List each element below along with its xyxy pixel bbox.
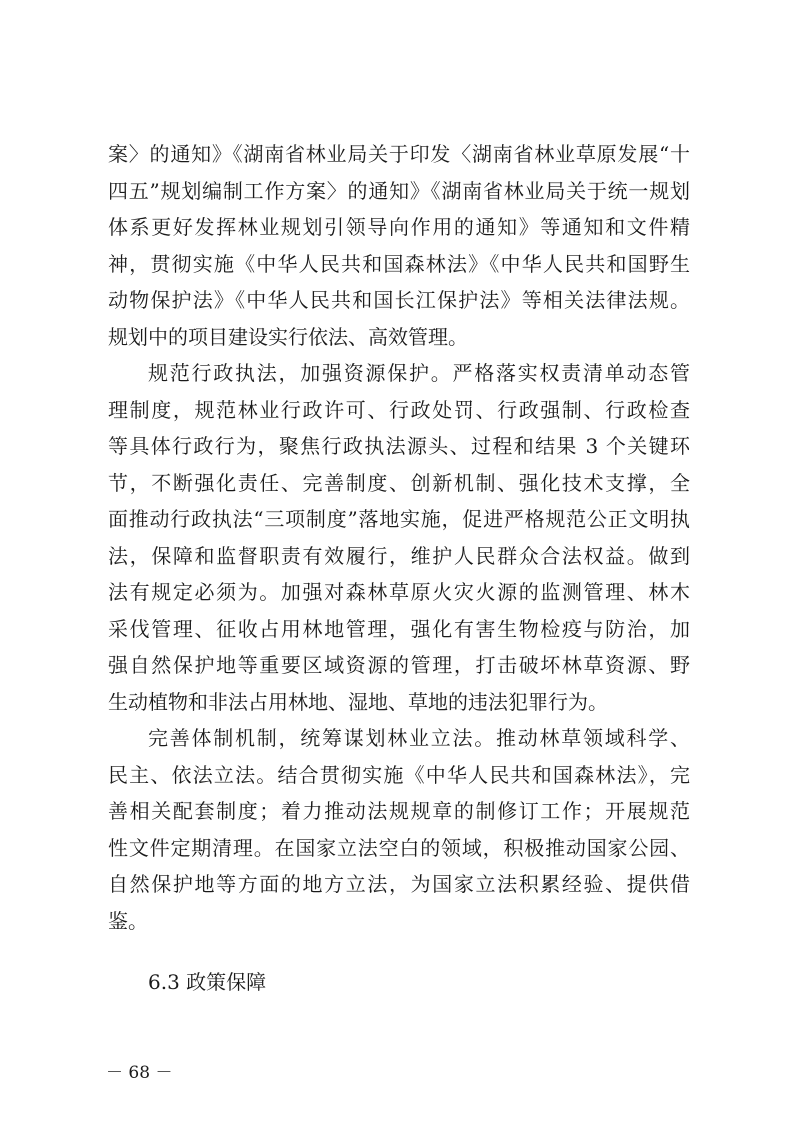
text-line: 民主、依法立法。结合贯彻实施《中华人民共和国森林法》，完 (108, 762, 690, 787)
body-text (108, 136, 690, 939)
text-line: 等具体行政行为，聚焦行政执法源头、过程和结果 3 个关键环 (108, 434, 690, 458)
text-line: 案〉的通知》《湖南省林业局关于印发〈湖南省林业草原发展“十 (108, 142, 690, 166)
text-line: 理制度，规范林业行政许可、行政处罚、行政强制、行政检查 (108, 397, 690, 422)
page-number: － 68 － (106, 1063, 173, 1083)
text-line: 节，不断强化责任、完善制度、创新机制、强化技术支撑，全 (108, 470, 690, 495)
section-heading: 6.3 政策保障 (148, 970, 267, 994)
paragraph-1 (108, 136, 690, 355)
paragraph-2 (108, 355, 690, 720)
text-line: 四五”规划编制工作方案〉的通知》《湖南省林业局关于统一规划 (108, 178, 690, 203)
text-line: 自然保护地等方面的地方立法，为国家立法积累经验、提供借 (108, 872, 690, 896)
text-line: 体系更好发挥林业规划引领导向作用的通知》等通知和文件精 (108, 215, 690, 239)
text-line: 善相关配套制度；着力推动法规规章的制修订工作；开展规范 (108, 799, 690, 823)
text-line: 强自然保护地等重要区域资源的管理，打击破坏林草资源、野 (108, 653, 690, 677)
text-line: 法有规定必须为。加强对森林草原火灾火源的监测管理、林木 (108, 580, 690, 604)
paragraph-3 (108, 720, 690, 939)
text-line: 法，保障和监督职责有效履行，维护人民群众合法权益。做到 (108, 543, 690, 568)
text-line: 采伐管理、征收占用林地管理，强化有害生物检疫与防治，加 (108, 616, 690, 641)
text-line: 鉴。 (108, 908, 148, 933)
text-line: 规范行政执法，加强资源保护。严格落实权责清单动态管 (148, 361, 690, 385)
text-line: 完善体制机制，统筹谋划林业立法。推动林草领域科学、 (148, 726, 690, 750)
text-line: 性文件定期清理。在国家立法空白的领域，积极推动国家公园、 (108, 835, 690, 860)
text-line: 面推动行政执法“三项制度”落地实施，促进严格规范公正文明执 (108, 507, 690, 531)
text-line: 动物保护法》《中华人民共和国长江保护法》等相关法律法规。 (108, 288, 690, 312)
text-line: 生动植物和非法占用林地、湿地、草地的违法犯罪行为。 (108, 689, 608, 714)
text-line: 神，贯彻实施《中华人民共和国森林法》《中华人民共和国野生 (108, 251, 690, 276)
text-line: 规划中的项目建设实行依法、高效管理。 (108, 324, 468, 349)
